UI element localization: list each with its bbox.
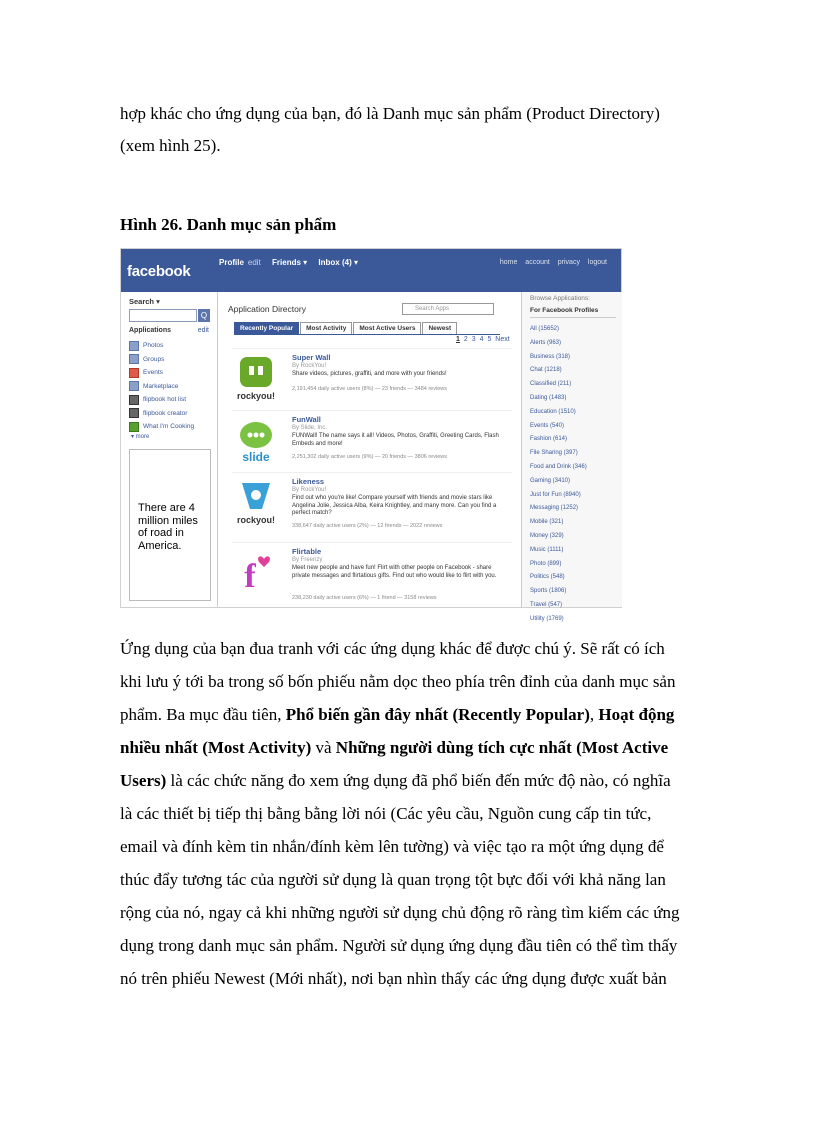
body-text: , xyxy=(589,705,599,724)
body-line: nó trên phiếu Newest (Mới nhất), nơi bạn nhìn thấy các ứng dụng được xuất bản xyxy=(120,969,667,988)
category-link[interactable]: Fashion (614) xyxy=(530,436,568,443)
directory-title: Application Directory xyxy=(228,304,306,314)
category-link[interactable]: Business (318) xyxy=(530,353,571,360)
events-icon xyxy=(129,368,139,378)
sidebar-item-label: flipbook creator xyxy=(143,409,188,417)
applications-header xyxy=(129,327,209,334)
term-most-active-users: Những người dùng tích cực nhất (Most Active xyxy=(335,738,669,757)
term-most-activity: Hoạt động xyxy=(598,705,675,724)
body-line: email và đính kèm tin nhắn/đính kèm lên tường) và việc tạo ra một ứng dụng để xyxy=(120,837,664,856)
body-line: dụng trong danh mục sản phẩm. Người sử dụng ứng dụng đầu tiên có thể tìm thấy xyxy=(120,936,678,955)
figure-caption: Hình 26. Danh mục sản phẩm xyxy=(120,215,337,234)
term-most-activity-cont: nhiều nhất (Most Activity) xyxy=(120,738,312,757)
category-link[interactable]: Photo (899) xyxy=(530,560,562,567)
page-link[interactable]: 3 xyxy=(471,336,476,343)
sidebar-item-label: Marketplace xyxy=(143,382,179,390)
app-name[interactable]: Super Wall xyxy=(292,353,331,362)
sidebar-item-flipbook-hot-list[interactable] xyxy=(129,393,194,407)
body-line: là các thiết bị tiếp thị bằng bằng lời nói (Các yêu cầu, Nguồn cung cấp tin tức, xyxy=(120,804,652,823)
body-line: khi lưu ý tới ba trong số bốn phiếu nằm dọc theo phía trên đỉnh của danh mục sản xyxy=(120,672,676,691)
category-link[interactable]: Chat (1218) xyxy=(530,367,562,374)
app-description: Meet new people and have fun! Flirt with other people on Facebook - share private messages and flirtatious gifts. Find out who would like to flirt with you. xyxy=(292,565,497,579)
body-line: phẩm. Ba mục đầu tiên, xyxy=(120,705,286,724)
page-link[interactable]: 2 xyxy=(463,336,468,343)
search-label: Search ▾ xyxy=(129,297,160,306)
app-author[interactable]: By Slide, Inc. xyxy=(292,425,328,431)
app-author[interactable]: By RockYou! xyxy=(292,487,327,493)
applications-edit-link[interactable]: edit xyxy=(197,327,209,334)
photos-icon xyxy=(129,341,139,351)
sidebar-app-list xyxy=(129,339,194,434)
directory-search-input[interactable]: Search Apps xyxy=(402,303,494,315)
link-home[interactable]: home xyxy=(499,259,518,266)
body-text: và xyxy=(311,738,336,757)
flipbook-icon xyxy=(129,408,139,418)
body-text: là các chức năng đo xem ứng dụng đã phổ biến đến mức độ nào, có nghĩa xyxy=(166,771,671,790)
rockyou-logo-icon xyxy=(232,479,280,527)
category-link[interactable]: Classified (211) xyxy=(530,381,572,388)
pagination xyxy=(456,336,512,343)
app-description: Find out who you're like! Compare yourself with friends and movie stars like Angelina Jolie, Jessica Alba, Keira Knightley, and many more. Can you find a perfect match? xyxy=(292,495,497,516)
app-name[interactable]: Flirtable xyxy=(292,547,322,556)
app-logo-text: slide xyxy=(242,450,270,464)
app-stats: 338,647 daily active users (2%) — 12 friends — 2022 reviews xyxy=(292,523,443,529)
body-paragraph xyxy=(120,632,700,995)
directory-tabs xyxy=(234,322,458,334)
app-name[interactable]: FunWall xyxy=(292,415,321,424)
cooking-icon xyxy=(129,422,139,432)
application-directory xyxy=(218,292,520,607)
category-link[interactable]: All (15652) xyxy=(530,326,560,332)
category-link[interactable]: Money (329) xyxy=(530,532,564,539)
app-listing[interactable] xyxy=(232,542,512,608)
category-link[interactable]: Sports (1806) xyxy=(530,588,567,595)
facebook-top-bar xyxy=(121,249,621,292)
figure-screenshot xyxy=(120,248,622,622)
page-link[interactable]: 1 xyxy=(456,336,460,343)
nav-edit[interactable]: edit xyxy=(247,258,261,267)
app-name[interactable]: Likeness xyxy=(292,477,325,486)
nav-profile[interactable]: Profile xyxy=(219,258,244,267)
tab-newest[interactable]: Newest xyxy=(422,322,457,334)
flirtable-logo-icon xyxy=(232,549,280,597)
nav-friends[interactable]: Friends ▾ xyxy=(272,258,308,267)
sidebar-item-photos[interactable] xyxy=(129,339,194,353)
category-link[interactable]: Gaming (3410) xyxy=(530,477,571,484)
tab-divider xyxy=(234,334,500,335)
link-privacy[interactable]: privacy xyxy=(557,259,580,266)
intro-paragraph xyxy=(120,98,700,162)
body-line: Ứng dụng của bạn đua tranh với các ứng dụng khác để được chú ý. Sẽ rất có ích xyxy=(120,639,665,658)
category-link[interactable]: Events (540) xyxy=(530,422,565,429)
ad-text: There are 4 million miles of road in America. xyxy=(138,502,198,552)
category-list xyxy=(530,323,587,627)
app-description: Share videos, pictures, graffiti, and more with your friends! xyxy=(292,371,447,377)
applications-label: Applications xyxy=(129,327,172,334)
flipbook-icon xyxy=(129,395,139,405)
marketplace-icon xyxy=(129,381,139,391)
slide-logo-icon xyxy=(232,417,280,465)
sidebar-item-label: Events xyxy=(143,369,163,377)
category-link[interactable]: Messaging (1252) xyxy=(530,505,579,512)
app-stats: 238,230 daily active users (6%) — 1 friend — 3158 reviews xyxy=(292,595,437,601)
app-description: FUNWall! The name says it all! Videos, Photos, Graffiti, Greeting Cards, Flash Embeds and more! xyxy=(292,433,499,447)
body-line: thúc đẩy tương tác của người sử dụng là quan trọng tột bực đối với khả năng lan xyxy=(120,870,666,889)
sidebar-item-label: Photos xyxy=(143,342,164,350)
sidebar-item-label: Groups xyxy=(143,355,165,363)
sidebar-item-marketplace[interactable] xyxy=(129,380,194,394)
sidebar-more-link[interactable]: ▾ more xyxy=(131,434,150,440)
intro-line: hợp khác cho ứng dụng của bạn, đó là Danh mục sản phẩm (Product Directory) xyxy=(120,104,660,123)
app-stats: 2,191,454 daily active users (8%) — 23 friends — 3484 reviews xyxy=(292,386,447,392)
search-icon[interactable]: Q xyxy=(198,309,210,322)
category-link[interactable]: Dating (1483) xyxy=(530,394,567,401)
body-line: rộng của nó, ngay cả khi những người sử dụng chủ động rõ ràng tìm kiếm các ứng xyxy=(120,903,680,922)
page-link[interactable]: 5 xyxy=(487,336,492,343)
category-link[interactable]: Mobile (321) xyxy=(530,519,564,526)
app-logo-text: rockyou! xyxy=(236,515,276,525)
intro-line: (xem hình 25). xyxy=(120,136,221,155)
sidebar-item-flipbook-creator[interactable] xyxy=(129,407,194,421)
sidebar-item-whats-cooking[interactable] xyxy=(129,420,194,434)
category-link[interactable]: Food and Drink (346) xyxy=(530,463,587,470)
facebook-logo[interactable]: facebook xyxy=(127,263,191,280)
category-link[interactable]: Education (1510) xyxy=(530,408,576,415)
sidebar-item-label: What I'm Cooking xyxy=(143,423,195,431)
category-link[interactable]: Politics (548) xyxy=(530,574,565,581)
browse-header: Browse Applications: xyxy=(530,295,590,302)
category-link[interactable]: Just for Fun (8940) xyxy=(530,491,581,498)
sidebar-item-label: flipbook hot list xyxy=(143,396,186,404)
browse-subheader: For Facebook Profiles xyxy=(530,307,616,318)
app-stats: 2,251,302 daily active users (9%) — 20 friends — 3806 reviews xyxy=(292,454,447,460)
category-link[interactable]: Alerts (963) xyxy=(530,339,562,346)
term-recently-popular: Phổ biến gần đây nhất (Recently Popular) xyxy=(285,705,590,724)
page-next-link[interactable]: Next xyxy=(495,336,510,343)
rockyou-logo-icon xyxy=(232,355,280,403)
category-link[interactable]: Utility (1769) xyxy=(530,615,564,622)
category-link[interactable]: Music (1111) xyxy=(530,546,564,553)
term-most-active-users-cont: Users) xyxy=(120,771,167,790)
tab-most-active-users[interactable]: Most Active Users xyxy=(353,322,421,334)
top-nav xyxy=(219,258,367,267)
link-logout[interactable]: logout xyxy=(587,259,607,266)
app-listing[interactable] xyxy=(232,472,512,543)
groups-icon xyxy=(129,354,139,364)
nav-inbox[interactable]: Inbox (4) ▾ xyxy=(318,258,358,267)
top-right-links xyxy=(494,259,607,266)
sidebar-search-input[interactable] xyxy=(129,309,197,322)
app-logo-text: f xyxy=(244,558,256,595)
tab-most-activity[interactable]: Most Activity xyxy=(300,322,352,334)
app-listing[interactable] xyxy=(232,410,512,473)
category-link[interactable]: File Sharing (397) xyxy=(530,450,578,457)
sidebar-ad[interactable] xyxy=(129,449,211,601)
page-link[interactable]: 4 xyxy=(479,336,484,343)
sidebar-item-groups[interactable] xyxy=(129,353,194,367)
app-author[interactable]: By Freenzy xyxy=(292,557,323,563)
tab-recently-popular[interactable]: Recently Popular xyxy=(234,322,299,334)
link-account[interactable]: account xyxy=(525,259,550,266)
app-listing[interactable] xyxy=(232,348,512,411)
app-logo-text: rockyou! xyxy=(236,391,276,401)
browse-categories xyxy=(521,292,622,622)
sidebar-item-events[interactable] xyxy=(129,366,194,380)
category-link[interactable]: Travel (547) xyxy=(530,601,563,608)
app-author[interactable]: By RockYou! xyxy=(292,363,327,369)
